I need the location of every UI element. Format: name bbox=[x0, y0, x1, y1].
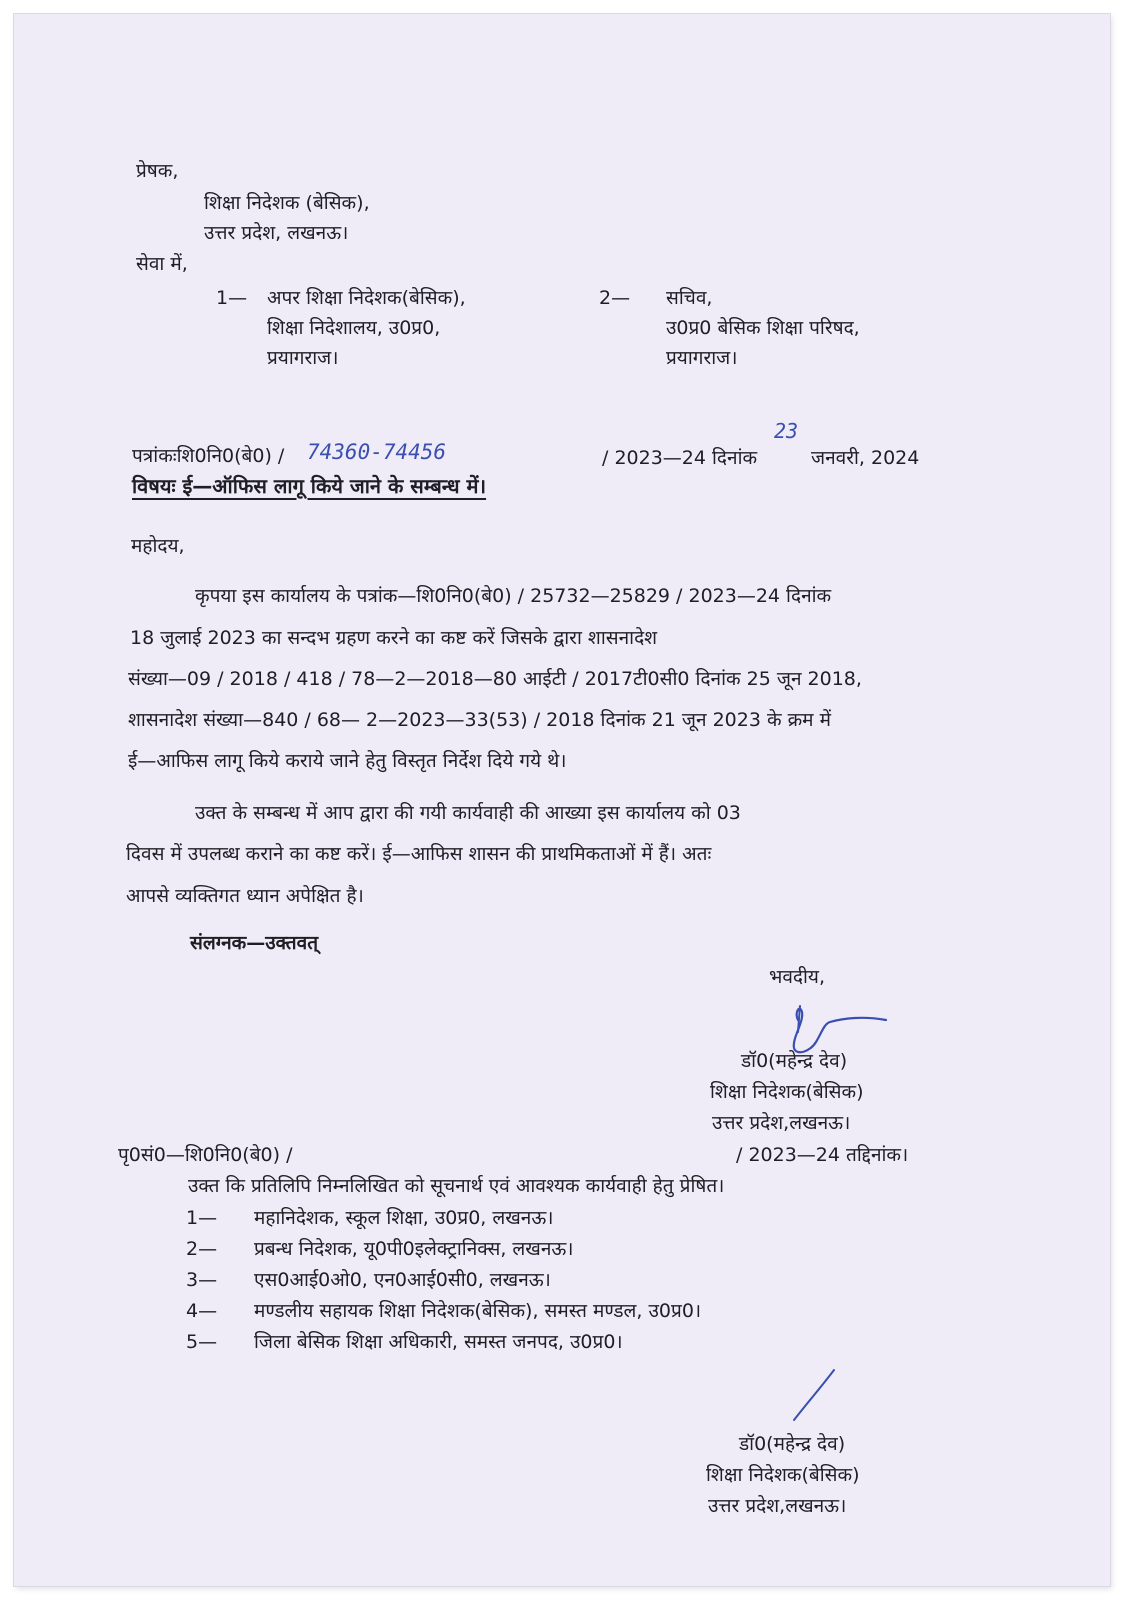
handwritten-letter-number: 74360-74456 bbox=[307, 440, 447, 464]
copy-item-3-text: एस0आई0ओ0, एन0आई0सी0, लखनऊ। bbox=[254, 1269, 551, 1291]
recipient-1-line2: शिक्षा निदेशालय, उ0प्र0, bbox=[267, 317, 441, 339]
recipient-1-line1: अपर शिक्षा निदेशक(बेसिक), bbox=[267, 287, 466, 309]
copy-item-4-number: 4— bbox=[186, 1300, 218, 1322]
salutation: महोदय, bbox=[131, 535, 185, 557]
endorsement-ref: पृ0सं0—शि0नि0(बे0) / bbox=[118, 1144, 293, 1166]
handwritten-signature-2 bbox=[790, 1366, 840, 1426]
copy-item-3-number: 3— bbox=[186, 1269, 218, 1291]
signatory-name: डॉ0(महेन्द्र देव) bbox=[741, 1050, 848, 1072]
para1-line1: कृपया इस कार्यालय के पत्रांक—शि0नि0(बे0) / 25732—25829 / 2023—24 दिनांक bbox=[195, 585, 832, 607]
copy-item-4-text: मण्डलीय सहायक शिक्षा निदेशक(बेसिक), समस्त मण्डल, उ0प्र0। bbox=[254, 1300, 702, 1322]
para1-line5: ई—आफिस लागू किये कराये जाने हेतु विस्तृत निर्देश दिये गये थे। bbox=[128, 750, 567, 772]
para1-line4: शासनादेश संख्या—840 / 68— 2—2023—33(53) / 2018 दिनांक 21 जून 2023 के क्रम में bbox=[128, 709, 831, 731]
signatory-designation: शिक्षा निदेशक(बेसिक) bbox=[710, 1081, 864, 1103]
copy-item-2-number: 2— bbox=[186, 1238, 218, 1260]
recipient-2-line3: प्रयागराज। bbox=[666, 347, 738, 369]
closing-yours-faithfully: भवदीय, bbox=[769, 966, 825, 988]
handwritten-date-day: 23 bbox=[774, 419, 799, 443]
sender-label: प्रेषक, bbox=[136, 160, 179, 182]
para2-line2: दिवस में उपलब्ध कराने का कष्ट करें। ई—आफिस शासन की प्राथमिकताओं में हैं। अतः bbox=[126, 843, 712, 865]
copy-item-1-number: 1— bbox=[186, 1207, 218, 1229]
para2-line1: उक्त के सम्बन्ध में आप द्वारा की गयी कार्यवाही की आख्या इस कार्यालय को 03 bbox=[195, 802, 741, 824]
copy-item-2-text: प्रबन्ध निदेशक, यू0पी0इलेक्ट्रानिक्स, लखनऊ। bbox=[254, 1238, 574, 1260]
letter-ref-year: / 2023—24 दिनांक bbox=[602, 447, 758, 469]
sender-designation: शिक्षा निदेशक (बेसिक), bbox=[204, 192, 370, 214]
letter-page bbox=[14, 14, 1110, 1586]
subject-line: विषयः ई—ऑफिस लागू किये जाने के सम्बन्ध में। bbox=[132, 474, 487, 498]
copy-item-5-number: 5— bbox=[186, 1331, 218, 1353]
signatory-place: उत्तर प्रदेश,लखनऊ। bbox=[712, 1112, 851, 1134]
recipient-1-line3: प्रयागराज। bbox=[267, 347, 339, 369]
to-label: सेवा में, bbox=[136, 253, 188, 275]
endorsement-date: / 2023—24 तद्दिनांक। bbox=[736, 1144, 909, 1166]
copy-item-5-text: जिला बेसिक शिक्षा अधिकारी, समस्त जनपद, उ0प्र0। bbox=[254, 1331, 623, 1353]
recipient-2-number: 2— bbox=[599, 287, 631, 309]
endorsement-intro: उक्त कि प्रतिलिपि निम्नलिखित को सूचनार्थ एवं आवश्यक कार्यवाही हेतु प्रेषित। bbox=[188, 1175, 725, 1197]
signatory2-designation: शिक्षा निदेशक(बेसिक) bbox=[706, 1464, 860, 1486]
para1-line3: संख्या—09 / 2018 / 418 / 78—2—2018—80 आईटी / 2017टी0सी0 दिनांक 25 जून 2018, bbox=[128, 668, 862, 690]
letter-ref-prefix: पत्रांकःशि0नि0(बे0) / bbox=[132, 445, 285, 467]
para2-line3: आपसे व्यक्तिगत ध्यान अपेक्षित है। bbox=[126, 885, 364, 907]
copy-item-1-text: महानिदेशक, स्कूल शिक्षा, उ0प्र0, लखनऊ। bbox=[254, 1207, 554, 1229]
recipient-1-number: 1— bbox=[216, 287, 248, 309]
letter-date-month-year: जनवरी, 2024 bbox=[811, 447, 920, 469]
recipient-2-line2: उ0प्र0 बेसिक शिक्षा परिषद, bbox=[666, 317, 860, 339]
signatory2-name: डॉ0(महेन्द्र देव) bbox=[739, 1433, 846, 1455]
signatory2-place: उत्तर प्रदेश,लखनऊ। bbox=[708, 1495, 847, 1517]
para1-line2: 18 जुलाई 2023 का सन्दभ ग्रहण करने का कष्ट करें जिसके द्वारा शासनादेश bbox=[130, 627, 658, 649]
recipient-2-line1: सचिव, bbox=[666, 287, 713, 309]
sender-place: उत्तर प्रदेश, लखनऊ। bbox=[204, 222, 349, 244]
enclosure-note: संलग्नक—उक्तवत् bbox=[190, 932, 319, 954]
